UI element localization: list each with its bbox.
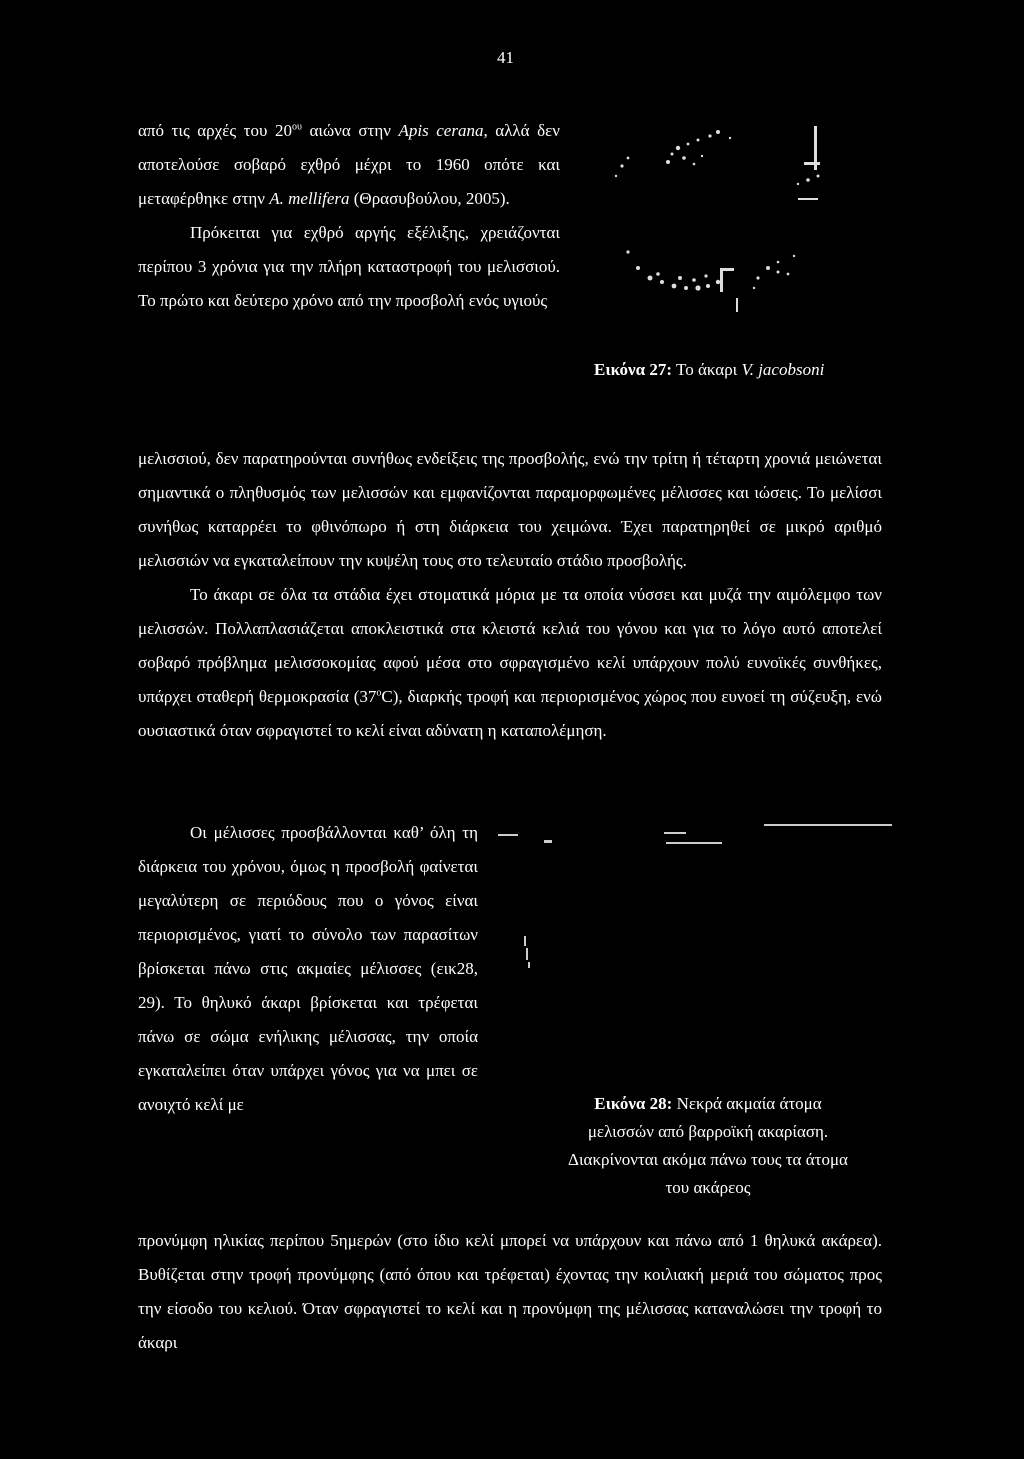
bottom-text bbox=[138, 1224, 882, 1360]
mite-photo bbox=[598, 118, 898, 318]
text-span: Το άκαρι σε όλα τα στάδια έχει στοματικά μόρια με τα οποία νύσσει και μυζά την αιμόλεμφο των μελισσών. Πολλαπλασιάζεται αποκλειστικά στα κλειστά κελιά του γόνου και για το λόγο αυτό αποτελεί σοβαρό πρόβλημα μελισσοκομίας αφού μέσα στο σφραγισμένο κελί υπάρχουν πολύ ευνοϊκές συνθήκες, υπάρχει σταθερή θερμοκρασία (37 bbox=[138, 585, 882, 706]
superscript: o bbox=[376, 687, 382, 699]
caption-line: του ακάρεος bbox=[665, 1178, 751, 1197]
caption-label: Εικόνα 27: bbox=[594, 360, 673, 379]
species-name: Apis cerana bbox=[398, 121, 484, 140]
text-span: από τις αρχές του 20 bbox=[138, 121, 292, 140]
caption-label: Εικόνα 28: bbox=[594, 1094, 673, 1113]
text-span: , αλλά δεν αποτελούσε σοβαρό εχθρό μέχρι το 1960 οπότε και μεταφέρθηκε στην bbox=[138, 121, 560, 208]
figure-27-caption bbox=[594, 356, 914, 384]
paragraph: Οι μέλισσες προσβάλλονται καθ’ όλη τη διάρκεια του χρόνου, όμως η προσβολή φαίνεται μεγαλύτερη σε περιόδους που ο γόνος είναι περιορισμένος, γιατί το σύνολο των παρασίτων βρίσκεται πάνω στις ακμαίες μέλισσες (εικ28, 29). Το θηλυκό άκαρι βρίσκεται και τρέφεται πάνω σε σώμα ενήλικης μέλισσας, την οποία εγκαταλείπει όταν υπάρχει γόνος για να μπει σε ανοιχτό κελί με bbox=[138, 823, 478, 1114]
lower-column bbox=[138, 816, 478, 1122]
figure-27-image bbox=[598, 118, 898, 318]
species-name: V. jacobsoni bbox=[741, 360, 825, 379]
text-span: αιώνα στην bbox=[301, 121, 399, 140]
paragraph bbox=[138, 578, 882, 748]
figure-28-image bbox=[494, 818, 894, 1078]
intro-paragraph bbox=[138, 114, 560, 216]
paragraph: μελισσιού, δεν παρατηρούνται συνήθως ενδείξεις της προσβολής, ενώ την τρίτη ή τέταρτη χρονιά μειώνεται σημαντικά ο πληθυσμός των μελισσών και εμφανίζονται παραμορφωμένες μέλισσες και ιώσεις. Το μελίσσι συνήθως καταρρέει το φθινόπωρο ή στη διάρκεια του χειμώνα. Έχει παρατηρηθεί σε μικρό αριθμό μελισσιών να εγκαταλείπουν την κυψέλη τους στο τελευταίο στάδιο προσβολής. bbox=[138, 449, 882, 570]
text-span: C), διαρκής τροφή και περιορισμένος χώρος που ευνοεί τη σύζευξη, ενώ ουσιαστικά όταν σφραγιστεί το κελί είναι αδύνατη η καταπολέμηση. bbox=[138, 687, 882, 740]
page-number: 41 bbox=[497, 48, 514, 67]
paragraph: προνύμφη ηλικίας περίπου 5ημερών (στο ίδιο κελί μπορεί να υπάρχουν και πάνω από 1 θηλυκά ακάρεα). Βυθίζεται στην τροφή προνύμφης (από όπου και τρέφεται) έχοντας την κοιλιακή μεριά του σώματος προς την είσοδο του κελιού. Όταν σφραγιστεί το κελί και η προνύμφη της μέλισσας καταναλώσει την τροφή το άκαρι bbox=[138, 1231, 882, 1352]
caption-text: Νεκρά ακμαία άτομα bbox=[672, 1094, 822, 1113]
dead-bees-photo bbox=[494, 818, 894, 1078]
figure-28-caption bbox=[520, 1090, 896, 1202]
intro-column bbox=[138, 114, 560, 318]
superscript: ου bbox=[291, 121, 302, 133]
caption-line bbox=[520, 1090, 896, 1118]
caption-line: μελισσών από βαρροϊκή ακαρίαση. bbox=[587, 1122, 829, 1141]
paragraph: Πρόκειται για εχθρό αργής εξέλιξης, χρειάζονται περίπου 3 χρόνια για την πλήρη καταστροφή του μελισσιού. Το πρώτο και δεύτερο χρόνο από την προσβολή ενός υγιούς bbox=[138, 223, 560, 310]
caption-text: Το άκαρι bbox=[672, 360, 742, 379]
text-span: (Θρασυβούλου, 2005). bbox=[349, 189, 510, 208]
main-text bbox=[138, 442, 882, 748]
caption-line: Διακρίνονται ακόμα πάνω τους τα άτομα bbox=[568, 1150, 848, 1169]
species-name: A. mellifera bbox=[269, 189, 350, 208]
